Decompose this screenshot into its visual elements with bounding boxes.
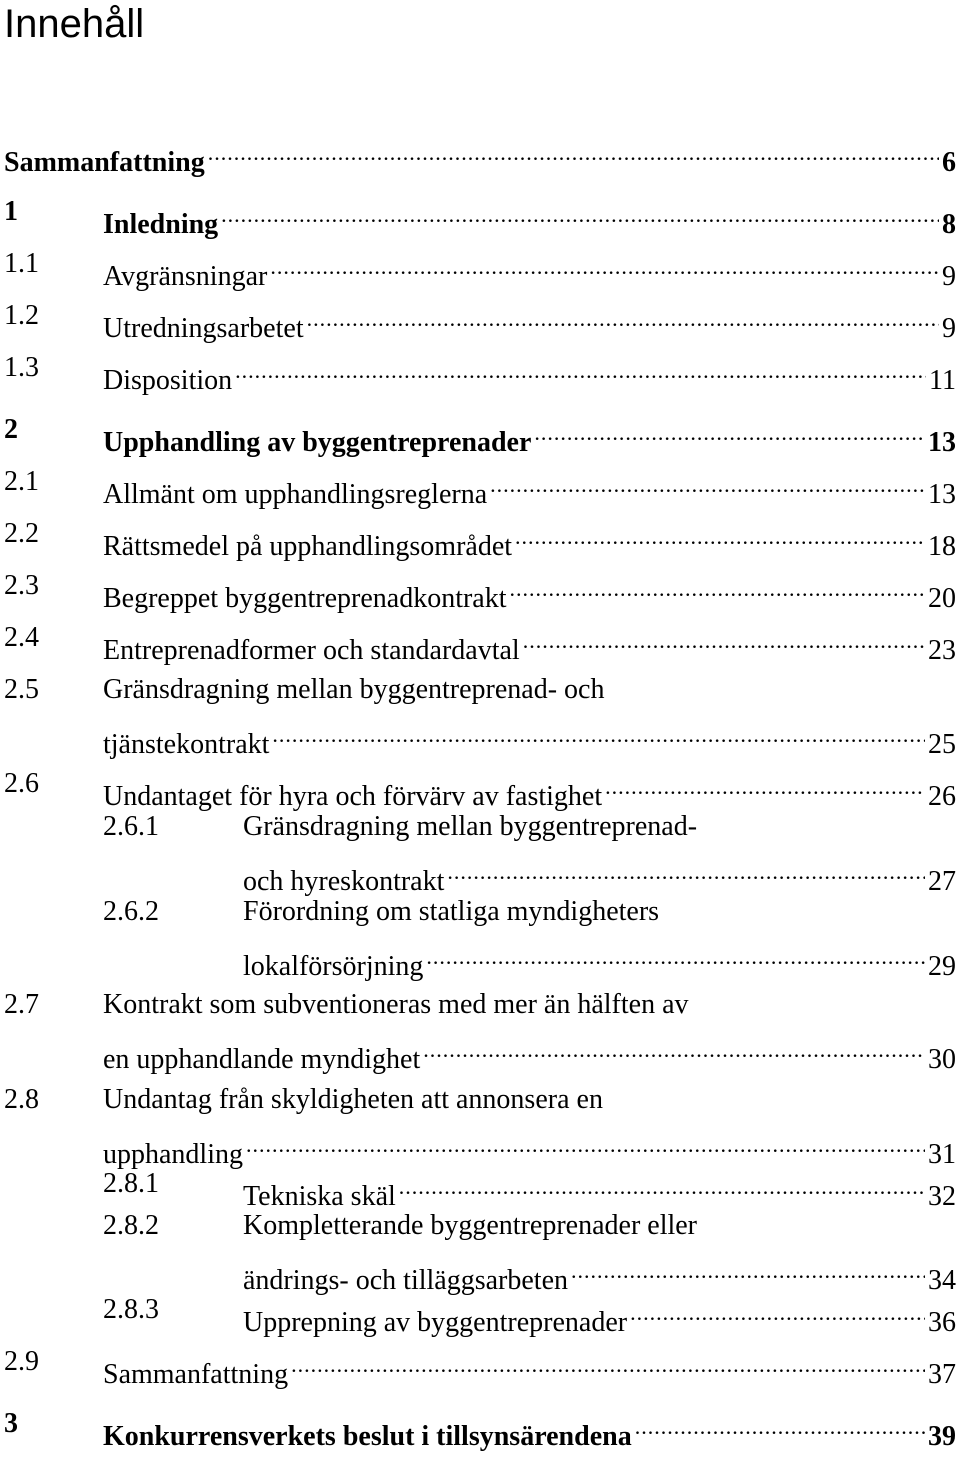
- toc-entry-title: Undantaget för hyra och förvärv av fastighet: [103, 781, 603, 812]
- toc-entry-title: Sammanfattning: [103, 1359, 289, 1390]
- toc-page-number: 13: [928, 479, 956, 510]
- toc-entry-title-line: Gränsdragning mellan byggentreprenad-: [243, 811, 698, 842]
- dot-leader: [426, 933, 925, 975]
- toc-section-number: 2.3: [4, 570, 39, 601]
- toc-page-number: 39: [928, 1421, 956, 1452]
- dot-leader: [423, 1026, 925, 1068]
- toc-page-number: 34: [928, 1265, 956, 1296]
- toc-section-number: 2: [4, 414, 18, 445]
- toc-page-number: 32: [928, 1181, 956, 1212]
- dot-leader: [630, 1289, 925, 1331]
- dot-leader: [270, 243, 939, 285]
- dot-leader: [523, 617, 925, 659]
- toc-page-number: 26: [928, 781, 956, 812]
- toc-section-number: 2.8: [4, 1084, 39, 1115]
- toc-page-number: 9: [942, 261, 956, 292]
- page-title: Innehåll: [4, 2, 145, 46]
- toc-entry-title: Sammanfattning: [4, 147, 205, 178]
- toc-page-number: 23: [928, 635, 956, 666]
- toc-section-number: 2.8.2: [103, 1210, 159, 1241]
- toc-entry-title: Allmänt om upphandlingsreglerna: [103, 479, 488, 510]
- toc-page-number: 11: [929, 365, 956, 396]
- toc-section-number: 1: [4, 196, 18, 227]
- toc-entry-title: Upprepning av byggentreprenader: [243, 1307, 628, 1338]
- toc-page-number: 31: [928, 1139, 956, 1170]
- toc-entry-title: Tekniska skäl: [243, 1181, 396, 1212]
- toc-section-number: 1.2: [4, 300, 39, 331]
- dot-leader: [399, 1163, 925, 1205]
- toc-entry-title: Utredningsarbetet: [103, 313, 304, 344]
- toc-entry-title-line: Kontrakt som subventioneras med mer än hälften av: [103, 989, 689, 1020]
- dot-leader: [221, 191, 939, 233]
- toc-page-number: 8: [942, 209, 956, 240]
- toc-section-number: 3: [4, 1408, 18, 1439]
- dot-leader: [534, 409, 925, 451]
- toc-page-number: 6: [942, 147, 956, 178]
- toc-section-number: 2.6: [4, 768, 39, 799]
- toc-section-number: 1.3: [4, 352, 39, 383]
- toc-section-number: 2.1: [4, 466, 39, 497]
- toc-entry-title: Avgränsningar: [103, 261, 268, 292]
- toc-page-number: 20: [928, 583, 956, 614]
- toc-entry-title: Rättsmedel på upphandlingsområdet: [103, 531, 513, 562]
- toc-section-number: 2.9: [4, 1346, 39, 1377]
- dot-leader: [291, 1341, 925, 1383]
- toc-entry-title-line: Undantag från skyldigheten att annonsera en: [103, 1084, 603, 1115]
- dot-leader: [208, 129, 939, 171]
- toc-section-number: 2.6.1: [103, 811, 159, 842]
- toc-page-number: 37: [928, 1359, 956, 1390]
- toc-section-number: 2.5: [4, 674, 39, 705]
- toc-page-number: 13: [928, 427, 956, 458]
- toc-entry-title: Konkurrensverkets beslut i tillsynsärendena: [103, 1421, 632, 1452]
- dot-leader: [490, 461, 925, 503]
- toc-section-number: 2.7: [4, 989, 39, 1020]
- toc-section-number: 2.8.1: [103, 1168, 159, 1199]
- toc-section-number: 2.6.2: [103, 896, 159, 927]
- toc-entry-title-line: Förordning om statliga myndigheters: [243, 896, 660, 927]
- toc-entry-title-line: en upphandlande myndighet: [103, 1044, 421, 1075]
- dot-leader: [235, 347, 926, 389]
- toc-entry-title: Entreprenadformer och standardavtal: [103, 635, 520, 666]
- toc-entry-title-line: och hyreskontrakt: [243, 866, 445, 897]
- toc-entry-title-line: ändrings- och tilläggsarbeten: [243, 1265, 569, 1296]
- dot-leader: [605, 763, 925, 805]
- toc-entry-title-line: tjänstekontrakt: [103, 729, 270, 760]
- toc-entry-title-line: Kompletterande byggentreprenader eller: [243, 1210, 698, 1241]
- toc-section-number: 2.2: [4, 518, 39, 549]
- toc-page-number: 36: [928, 1307, 956, 1338]
- toc-section-number: 2.8.3: [103, 1294, 159, 1325]
- dot-leader: [447, 848, 925, 890]
- toc-page-number: 29: [928, 951, 956, 982]
- toc-page-number: 25: [928, 729, 956, 760]
- toc-page-number: 27: [928, 866, 956, 897]
- toc-entry-title: Upphandling av byggentreprenader: [103, 427, 532, 458]
- dot-leader: [272, 711, 925, 753]
- toc-page-number: 18: [928, 531, 956, 562]
- dot-leader: [515, 513, 925, 555]
- toc-section-number: 2.4: [4, 622, 39, 653]
- toc-entry-title-line: lokalförsörjning: [243, 951, 424, 982]
- toc-entry-title: Inledning: [103, 209, 219, 240]
- toc-page-number: 9: [942, 313, 956, 344]
- dot-leader: [307, 295, 939, 337]
- toc-entry-title-line: Gränsdragning mellan byggentreprenad- och: [103, 674, 605, 705]
- toc-entry-title: Begreppet byggentreprenadkontrakt: [103, 583, 507, 614]
- dot-leader: [635, 1403, 925, 1445]
- toc-entry-title: Disposition: [103, 365, 233, 396]
- dot-leader: [510, 565, 925, 607]
- toc-entry-title-line: upphandling: [103, 1139, 243, 1170]
- toc-page-number: 30: [928, 1044, 956, 1075]
- toc-section-number: 1.1: [4, 248, 39, 279]
- dot-leader: [246, 1121, 925, 1163]
- dot-leader: [571, 1247, 925, 1289]
